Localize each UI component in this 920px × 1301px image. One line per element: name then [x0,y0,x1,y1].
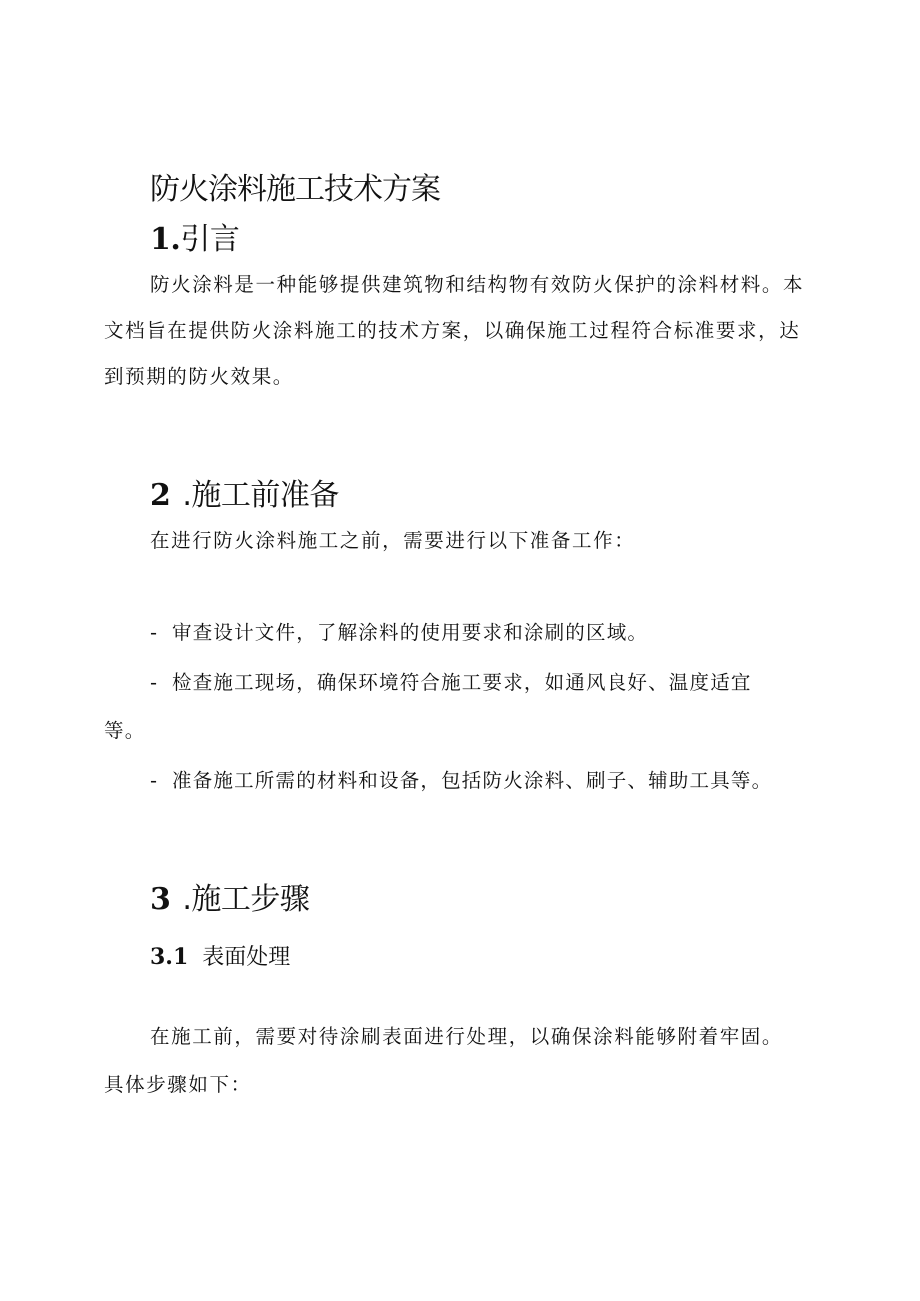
section-2-heading [150,470,339,514]
section-3-title: .施工步骤 [182,882,310,917]
subsection-3-1-title: 表面处理 [202,945,291,970]
section-2-title: .施工前准备 [182,478,339,513]
bullet-text: 审查设计文件，了解涂料的使用要求和涂刷的区域。 [172,621,649,644]
bullet-dash: - [150,621,159,644]
section-1-paragraph-line-3: 到预期的防火效果。 [104,365,294,388]
section-1-title: 引言 [180,222,240,257]
section-1-paragraph-line-2: 文档旨在提供防火涂料施工的技术方案，以确保施工过程符合标准要求，达 [104,319,801,342]
bullet-item-3 [150,758,772,804]
bullet-item-1 [150,610,648,656]
bullet-dash: - [150,671,159,694]
bullet-item-2-continuation: 等。 [104,719,146,742]
section-1-paragraph-line-1: 防火涂料是一种能够提供建筑物和结构物有效防火保护的涂料材料。本 [150,273,805,296]
section-3-heading [150,874,309,918]
bullet-item-2 [150,660,752,706]
bullet-dash: - [150,769,159,792]
subsection-3-1-heading [150,940,290,971]
section-2-intro: 在进行防火涂料施工之前，需要进行以下准备工作： [150,529,636,552]
bullet-text: 准备施工所需的材料和设备，包括防火涂料、刷子、辅助工具等。 [172,769,773,792]
bullet-text: 检查施工现场，确保环境符合施工要求，如通风良好、温度适宜 [172,671,752,694]
section-1-number: 1. [150,222,181,257]
section-3-paragraph-line-1: 在施工前，需要对待涂刷表面进行处理，以确保涂料能够附着牢固。 [150,1025,784,1048]
section-3-paragraph-line-2: 具体步骤如下： [104,1073,252,1096]
section-1-heading [150,214,239,258]
section-2-number: 2 [150,478,171,513]
section-3-number: 3 [150,882,171,917]
document-title: 防火涂料施工技术方案 [150,172,440,207]
subsection-3-1-number: 3.1 [150,944,189,970]
